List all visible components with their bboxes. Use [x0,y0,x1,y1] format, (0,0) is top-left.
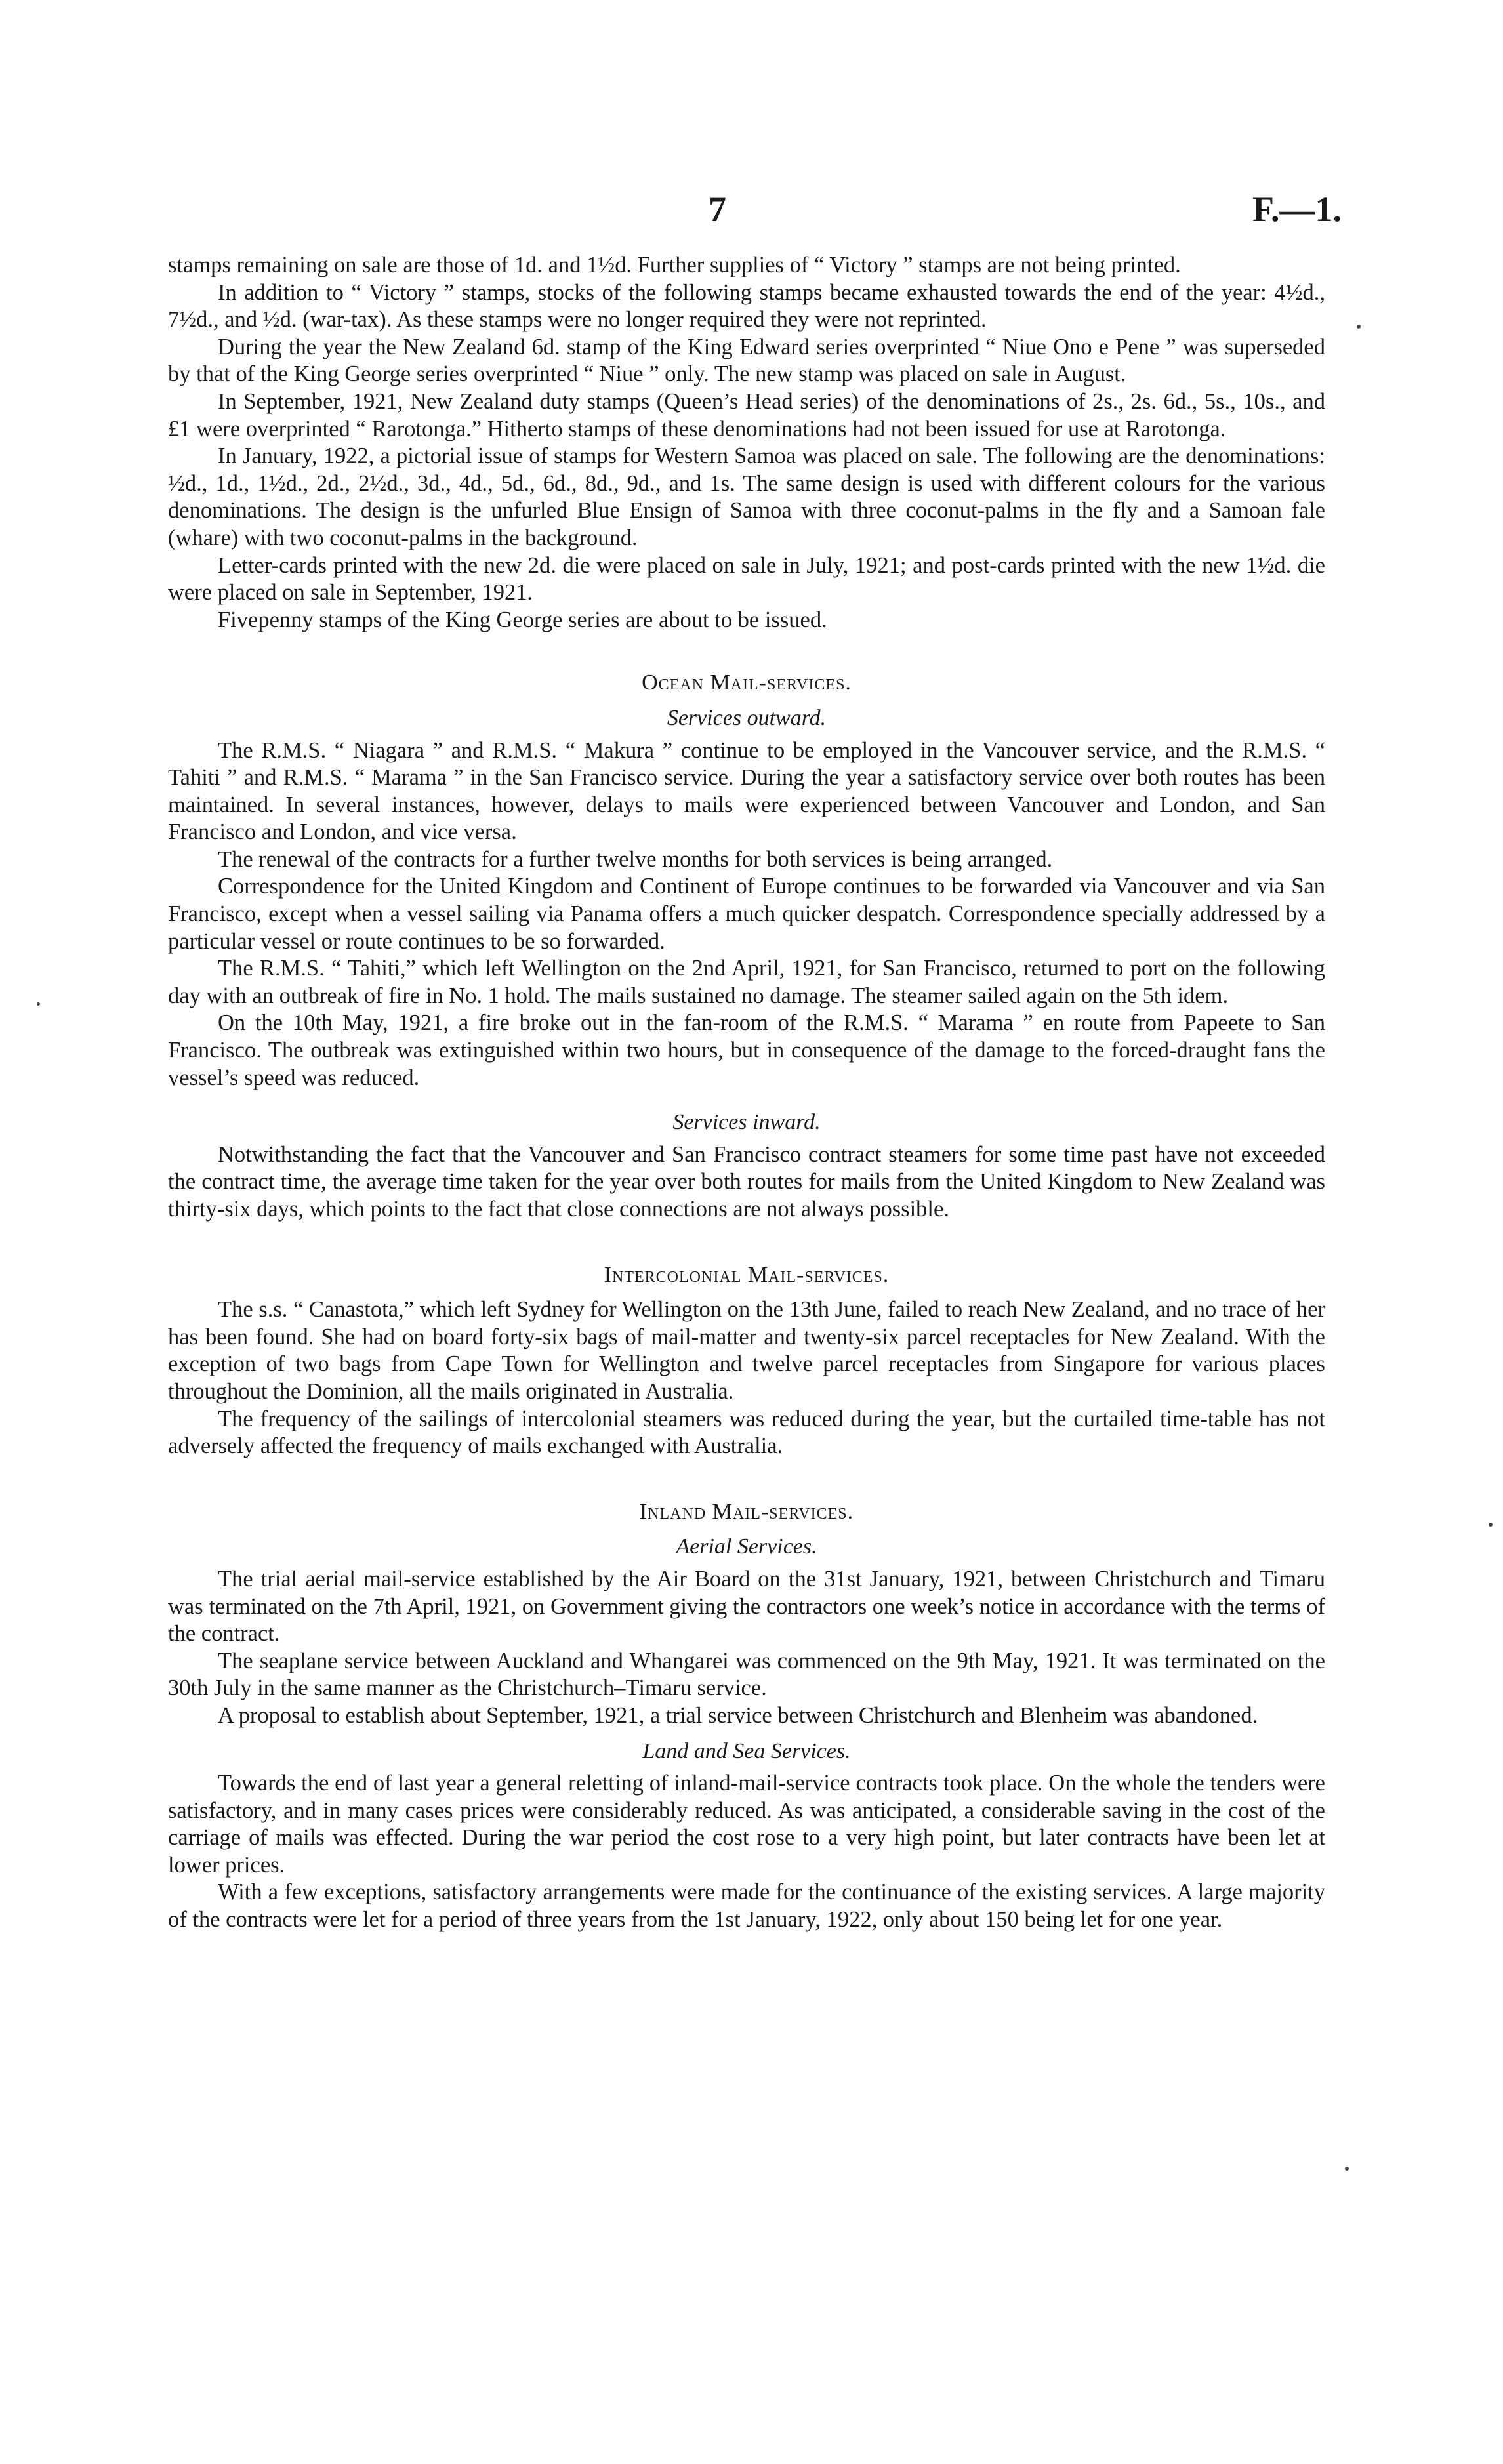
paragraph: During the year the New Zealand 6d. stamp of the King Edward series overprinted “ Niue Ono e Pene ” was superseded by that of the King George series overprinted “ Niue ” only. The new stamp was placed on sale in August. [168,334,1325,387]
paragraph: A proposal to establish about September, 1921, a trial service between Christchurch and Blenheim was abandoned. [218,1702,1258,1728]
scan-speck [37,1002,40,1006]
paragraph: With a few exceptions, satisfactory arrangements were made for the continuance of the existing services. A large majority of the contracts were let for a period of three years from the 1st January, 1922, only about 150 being let for one year. [168,1879,1325,1933]
subheading-services-inward: Services inward. [672,1110,821,1135]
paragraph: In January, 1922, a pictorial issue of stamps for Western Samoa was placed on sale. The following are the denominations: ½d., 1d., 1½d., 2d., 2½d., 3d., 4d., 5d., 6d., 8d., 9d., and 1s. The same design is used with different colours for the various denominations. The design is the unfurled Blue Ensign of Samoa with three coconut-palms in the fly and a Samoan fale (whare) with two coconut-palms in the background. [168,443,1325,550]
subheading-land-and-sea-services: Land and Sea Services. [642,1738,851,1763]
subheading-aerial-services: Aerial Services. [676,1534,817,1559]
subheading-services-outward: Services outward. [667,705,827,730]
paragraph: In September, 1921, New Zealand duty stamps (Queen’s Head series) of the denominations of 2s., 2s. 6d., 5s., 10s., and £1 were overprinted “ Rarotonga.” Hitherto stamps of these denominations had not been issued for use at Rarotonga. [168,388,1325,441]
paragraph: Fivepenny stamps of the King George series are about to be issued. [218,607,827,632]
paragraph: The s.s. “ Canastota,” which left Sydney for Wellington on the 13th June, failed to reach New Zealand, and no trace of her has been found. She had on board forty-six bags of mail-matter and twenty-six parcel receptacles for New Zealand. With the exception of two bags from Cape Town for Wellington and twelve parcel receptacles from Singapore for various places throughout the Dominion, all the mails originated in Australia. [168,1297,1325,1404]
paragraph: The R.M.S. “ Niagara ” and R.M.S. “ Makura ” continue to be employed in the Vancouver service, and the R.M.S. “ Tahiti ” and R.M.S. “ Marama ” in the San Francisco service. During the year a satisfactory service over both routes has been maintained. In several instances, however, delays to mails were experienced between Vancouver and London, and San Francisco and London, and vice versa. [168,737,1325,845]
body-text [168,252,1325,1934]
scan-speck [1357,325,1361,329]
paragraph: On the 10th May, 1921, a fire broke out in the fan-room of the R.M.S. “ Marama ” en route from Papeete to San Francisco. The outbreak was extinguished within two hours, but in consequence of the damage to the forced-draught fans the vessel’s speed was reduced. [168,1010,1325,1090]
paragraph: Correspondence for the United Kingdom and Continent of Europe continues to be forwarded via Vancouver and via San Francisco, except when a vessel sailing via Panama offers a much quicker despatch. Correspondence specially addressed by a particular vessel or route continues to be so forwarded. [168,874,1325,954]
paragraph: Towards the end of last year a general reletting of inland-mail-service contracts took place. On the whole the tenders were satisfactory, and in many cases prices were considerably reduced. As was anticipated, a considerable saving in the cost of the carriage of mails was effected. During the war period the cost rose to a very high point, but later contracts have been let at lower prices. [168,1771,1325,1878]
paragraph: stamps remaining on sale are those of 1d. and 1½d. Further supplies of “ Victory ” stamps are not being printed. [168,253,1181,277]
paragraph: The trial aerial mail-service established by the Air Board on the 31st January, 1921, between Christchurch and Timaru was terminated on the 7th April, 1921, on Government giving the contractors one week’s notice in accordance with the terms of the contract. [168,1566,1325,1647]
scan-speck [1489,1523,1493,1527]
page-number: 7 [709,190,726,229]
paragraph: Letter-cards printed with the new 2d. die were placed on sale in July, 1921; and post-cards printed with the new 1½d. die were placed on sale in September, 1921. [168,552,1325,606]
section-heading-ocean: Ocean Mail-services. [642,670,852,695]
paragraph: The frequency of the sailings of intercolonial steamers was reduced during the year, but the curtailed time-table has not adversely affected the frequency of mails exchanged with Australia. [168,1406,1325,1459]
paragraph: The seaplane service between Auckland and Whangarei was commenced on the 9th May, 1921. It was terminated on the 30th July in the same manner as the Christchurch–Timaru service. [168,1648,1325,1701]
scan-speck [1345,2167,1349,2171]
section-heading-intercolonial: Intercolonial Mail-services. [604,1262,890,1287]
paragraph: In addition to “ Victory ” stamps, stocks of the following stamps became exhausted towards the end of the year: 4½d., 7½d., and ½d. (war-tax). As these stamps were no longer required they were not reprinted. [168,279,1325,333]
paragraph: The R.M.S. “ Tahiti,” which left Wellington on the 2nd April, 1921, for San Francisco, returned to port on the following day with an outbreak of fire in No. 1 hold. The mails sustained no damage. The steamer sailed again on the 5th idem. [168,956,1325,1008]
document-code: F.—1. [1252,190,1342,229]
paragraph: The renewal of the contracts for a further twelve months for both services is being arranged. [218,846,1053,872]
section-heading-inland: Inland Mail-services. [639,1499,854,1524]
paragraph: Notwithstanding the fact that the Vancouver and San Francisco contract steamers for some time past have not exceeded the contract time, the average time taken for the year over both routes for mails from the United Kingdom to New Zealand was thirty-six days, which points to the fact that close connections are not always possible. [168,1141,1325,1222]
